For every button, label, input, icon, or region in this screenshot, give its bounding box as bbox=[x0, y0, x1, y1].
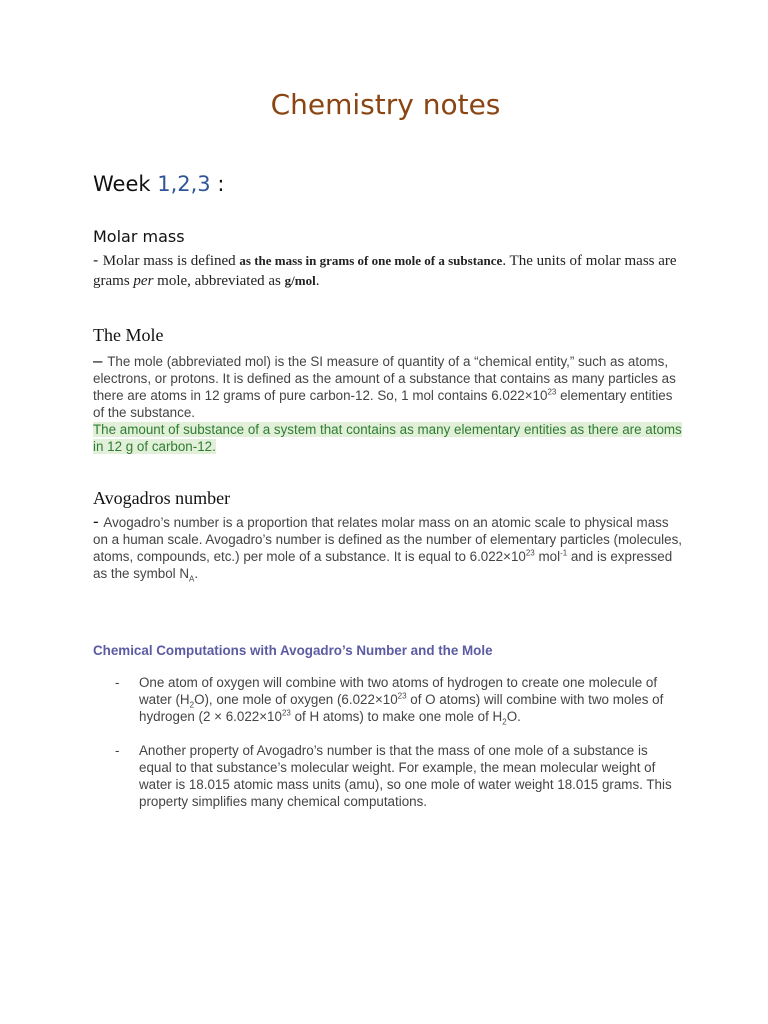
page-title: Chemistry notes bbox=[270, 88, 501, 121]
week-label: Week bbox=[93, 172, 158, 196]
item1-sub-1: 2 bbox=[189, 700, 195, 710]
item1-part-d: of H atoms) to make one mole of H bbox=[290, 709, 503, 724]
avogadro-body: Avogadro’s number is a proportion that relates molar mass on an atomic scale to physical mass on a human scale. Avogadro’s number is defined as the number of elementary particles (molecules, atoms, compounds, etc.) per mole of a substance. It is equal to 6.022×10 bbox=[93, 515, 683, 564]
list-bullet: - bbox=[115, 675, 120, 690]
item1-sub-2: 2 bbox=[502, 717, 507, 727]
list-item bbox=[93, 674, 678, 725]
avogadro-body-mid: mol bbox=[534, 549, 561, 564]
item2-text: Another property of Avogadro’s number is that the mass of one mole of a substance is equal to that substance’s molecular weight. For example, the mean molecular weight of water is 18.015 atomic mass units (amu), so one mole of water weight 18.015 grams. This property simplifies many chemical computations. bbox=[139, 743, 672, 809]
molar-mass-heading: Molar mass bbox=[93, 227, 185, 246]
avogadro-exponent: 23 bbox=[525, 548, 535, 558]
computations-heading: Chemical Computations with Avogadro’s Number and the Mole bbox=[93, 643, 493, 658]
week-colon: : bbox=[210, 172, 225, 196]
avogadro-dash: - bbox=[93, 512, 104, 531]
week-heading bbox=[93, 172, 224, 196]
mole-exponent: 23 bbox=[547, 387, 557, 397]
item1-part-b: O), one mole of oxygen (6.022×10 bbox=[194, 692, 398, 707]
mole-body: The mole (abbreviated mol) is the SI measure of quantity of a “chemical entity,” such as atoms, electrons, or protons. It is defined as the amount of a substance that contains as many particles as there are atoms in 12 grams of pure carbon-12. So, 1 mol contains 6.022×10 bbox=[93, 354, 676, 403]
computations-list bbox=[93, 674, 678, 827]
mole-body-end: elementary entities of the substance. bbox=[93, 388, 673, 420]
avogadro-body-end: . bbox=[194, 566, 199, 581]
avogadro-exponent-2: -1 bbox=[560, 548, 568, 558]
list-item bbox=[93, 742, 678, 810]
avogadro-text bbox=[93, 513, 683, 582]
molar-dash: - bbox=[93, 252, 103, 269]
avogadro-heading: Avogadros number bbox=[93, 488, 231, 508]
mole-highlight: The amount of substance of a system that contains as many elementary entities as there are atoms in 12 g of carbon-12. bbox=[93, 422, 682, 454]
list-bullet: - bbox=[115, 743, 120, 758]
item1-exp-1: 23 bbox=[397, 691, 407, 701]
week-numbers: 1,2,3 bbox=[157, 172, 211, 196]
mole-heading: The Mole bbox=[93, 325, 164, 345]
mole-text bbox=[93, 352, 683, 455]
item1-part-c: of O atoms) will combine with two moles of hydrogen (2 × 6.022×10 bbox=[139, 692, 664, 724]
mole-dash: – bbox=[93, 351, 108, 370]
avogadro-subscript: A bbox=[189, 574, 195, 584]
item1-exp-2: 23 bbox=[281, 708, 291, 718]
molar-text-3: mole, abbreviated as bbox=[153, 273, 285, 289]
molar-bold-2: g/mol bbox=[284, 273, 316, 288]
molar-text-2: . The units of molar mass are grams bbox=[93, 253, 677, 289]
molar-text-4: . bbox=[315, 273, 320, 289]
molar-mass-text bbox=[93, 251, 678, 291]
item1-part-e: O. bbox=[506, 709, 521, 724]
avogadro-body-mid2: and is expressed as the symbol N bbox=[93, 549, 673, 581]
molar-bold-1: as the mass in grams of one mole of a substance bbox=[239, 253, 503, 268]
molar-italic: per bbox=[133, 273, 154, 289]
item1-part-a: One atom of oxygen will combine with two atoms of hydrogen to create one molecule of water (H bbox=[139, 675, 658, 707]
molar-text-1: Molar mass is defined bbox=[102, 253, 240, 269]
